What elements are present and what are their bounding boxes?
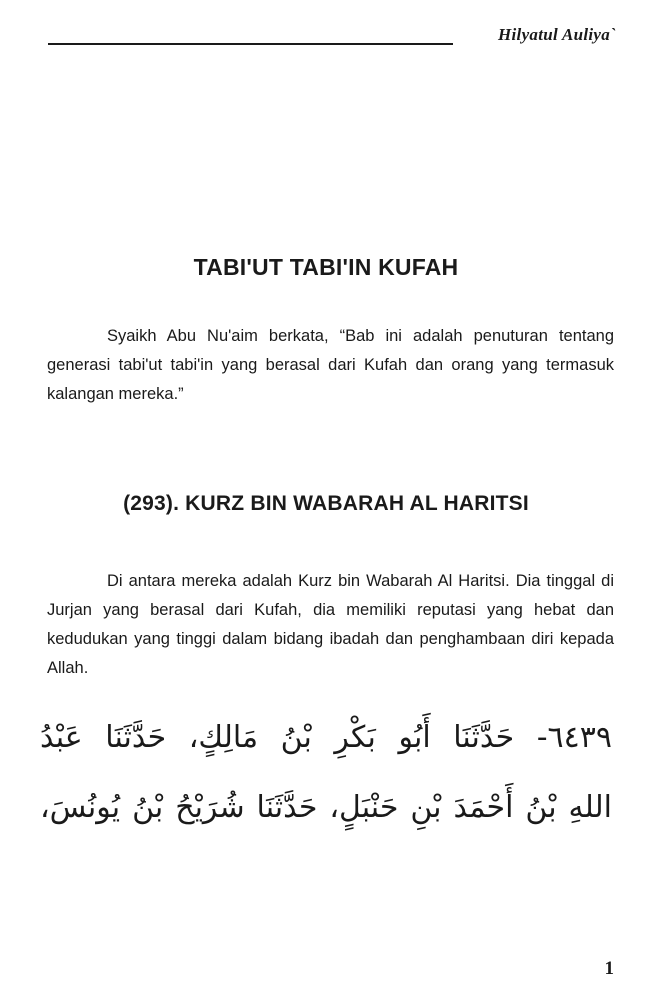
arabic-hadith-line-2: اللهِ بْنُ أَحْمَدَ بْنِ حَنْبَلٍ، حَدَّثَنَا شُرَيْحُ بْنُ يُونُسَ، xyxy=(40,790,612,825)
running-header-title: Hilyatul Auliya` xyxy=(498,25,616,44)
header-rule xyxy=(48,43,453,45)
entry-paragraph: Di antara mereka adalah Kurz bin Wabarah Al Haritsi. Dia tinggal di Jurjan yang berasal dari Kufah, dia memiliki reputasi yang hebat dan kedudukan yang tinggi dalam bidang ibadah dan penghambaan diri kepada Allah. xyxy=(47,572,614,677)
section-heading: TABI'UT TABI'IN KUFAH xyxy=(193,254,459,280)
arabic-hadith-line-1: ٦٤٣٩- حَدَّثَنَا أَبُو بَكْرِ بْنُ مَالِكٍ، حَدَّثَنَا عَبْدُ xyxy=(40,720,612,755)
page-number: 1 xyxy=(604,958,614,979)
entry-heading: (293). KURZ BIN WABARAH AL HARITSI xyxy=(123,492,529,515)
intro-paragraph: Syaikh Abu Nu'aim berkata, “Bab ini adalah penuturan tentang generasi tabi'ut tabi'in yang berasal dari Kufah dan orang yang termasuk kalangan mereka.” xyxy=(47,327,614,403)
